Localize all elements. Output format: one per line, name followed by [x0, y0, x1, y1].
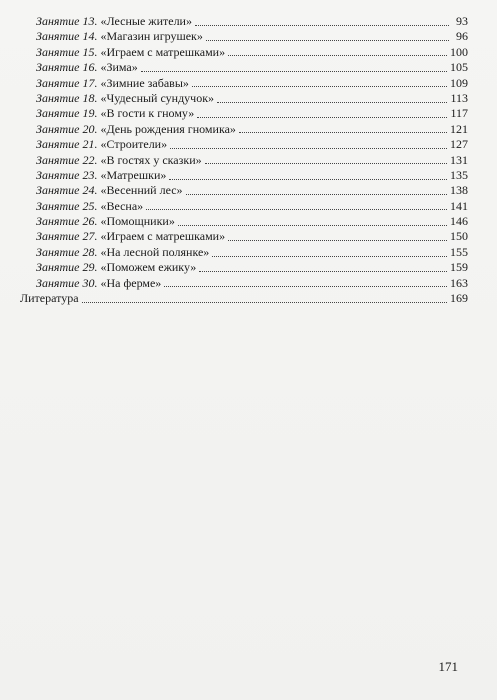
toc-entry	[20, 91, 468, 106]
lesson-number: Занятие 19.	[36, 106, 98, 121]
lesson-title: «Зима»	[100, 60, 138, 75]
lesson-number: Занятие 18.	[36, 90, 98, 105]
lesson-number: Занятие 26.	[36, 214, 98, 229]
dot-leader	[164, 285, 447, 287]
entry-page-number: 109	[450, 75, 468, 90]
lesson-title: «На лесной полянке»	[100, 244, 210, 259]
toc-entry	[20, 153, 468, 168]
dot-leader	[199, 270, 447, 272]
toc-entry	[20, 245, 468, 260]
toc-entry	[20, 229, 468, 244]
lesson-number: Занятие 22.	[36, 152, 98, 167]
dot-leader	[228, 239, 447, 241]
dot-leader	[239, 131, 447, 133]
dot-leader	[192, 85, 447, 87]
toc-entry	[20, 14, 468, 29]
lesson-title: «Поможем ежику»	[100, 260, 197, 275]
entry-page-number: 159	[450, 260, 468, 275]
lesson-title: «Матрешки»	[100, 167, 167, 182]
lesson-title: «На ферме»	[100, 275, 162, 290]
lesson-number: Занятие 23.	[36, 167, 98, 182]
dot-leader	[82, 301, 447, 303]
entry-page-number: 163	[450, 275, 468, 290]
dot-leader	[146, 208, 447, 210]
entry-page-number: 105	[450, 60, 468, 75]
dot-leader	[197, 116, 447, 118]
dot-leader	[178, 224, 447, 226]
literature-title: Литература	[20, 291, 79, 306]
toc-entry	[20, 76, 468, 91]
entry-page-number: 135	[450, 167, 468, 182]
entry-page-number: 121	[450, 121, 468, 136]
lesson-number: Занятие 20.	[36, 121, 98, 136]
lesson-number: Занятие 25.	[36, 198, 98, 213]
lesson-number: Занятие 29.	[36, 260, 98, 275]
entry-page-number: 150	[450, 229, 468, 244]
lesson-number: Занятие 13.	[36, 14, 98, 28]
dot-leader	[205, 162, 447, 164]
dot-leader	[170, 147, 447, 149]
lesson-title: «Весенний лес»	[100, 183, 183, 198]
dot-leader	[228, 54, 447, 56]
entry-page-number: 141	[450, 198, 468, 213]
entry-page-number: 127	[450, 137, 468, 152]
lesson-number: Занятие 16.	[36, 60, 98, 75]
lesson-title: «В гостях у сказки»	[100, 152, 202, 167]
lesson-title: «Чудесный сундучок»	[100, 90, 215, 105]
lesson-number: Занятие 24.	[36, 183, 98, 198]
toc-entry	[20, 260, 468, 275]
dot-leader	[212, 255, 447, 257]
toc-entry	[20, 45, 468, 60]
dot-leader	[217, 101, 447, 103]
dot-leader	[169, 178, 447, 180]
lesson-title: «Магазин игрушек»	[100, 29, 203, 44]
table-of-contents	[20, 14, 468, 306]
lesson-number: Занятие 28.	[36, 244, 98, 259]
lesson-number: Занятие 15.	[36, 44, 98, 59]
toc-entry	[20, 122, 468, 137]
dot-leader	[206, 39, 449, 41]
toc-entry	[20, 276, 468, 291]
lesson-title: «Играем с матрешками»	[100, 229, 226, 244]
entry-page-number: 96	[456, 29, 468, 44]
entry-page-number: 117	[450, 106, 468, 121]
page-number: 171	[438, 659, 458, 674]
entry-page-number: 131	[450, 152, 468, 167]
toc-entry-literature	[20, 291, 468, 306]
lesson-number: Занятие 17.	[36, 75, 98, 90]
lesson-number: Занятие 21.	[36, 137, 98, 152]
lesson-title: «Строители»	[100, 137, 168, 152]
lesson-title: «Играем с матрешками»	[100, 44, 226, 59]
lesson-title: «В гости к гному»	[100, 106, 195, 121]
dot-leader	[186, 193, 447, 195]
entry-page-number: 155	[450, 244, 468, 259]
toc-entry	[20, 183, 468, 198]
entry-page-number: 113	[450, 90, 468, 105]
lesson-title: «Зимние забавы»	[100, 75, 189, 90]
lesson-number: Занятие 30.	[36, 275, 98, 290]
toc-entry	[20, 199, 468, 214]
lesson-title: «Лесные жители»	[100, 14, 192, 28]
lesson-title: «День рождения гномика»	[100, 121, 236, 136]
lesson-number: Занятие 27.	[36, 229, 98, 244]
entry-page-number: 93	[456, 14, 468, 28]
toc-entry	[20, 214, 468, 229]
entry-page-number: 100	[450, 44, 468, 59]
toc-entry	[20, 168, 468, 183]
toc-entry	[20, 29, 468, 44]
toc-entry	[20, 137, 468, 152]
dot-leader	[195, 24, 449, 26]
toc-entry	[20, 60, 468, 75]
toc-entry	[20, 106, 468, 121]
lesson-title: «Весна»	[100, 198, 144, 213]
entry-page-number: 169	[450, 291, 468, 306]
lesson-title: «Помощники»	[100, 214, 175, 229]
dot-leader	[141, 70, 447, 72]
lesson-number: Занятие 14.	[36, 29, 98, 44]
entry-page-number: 146	[450, 214, 468, 229]
entry-page-number: 138	[450, 183, 468, 198]
